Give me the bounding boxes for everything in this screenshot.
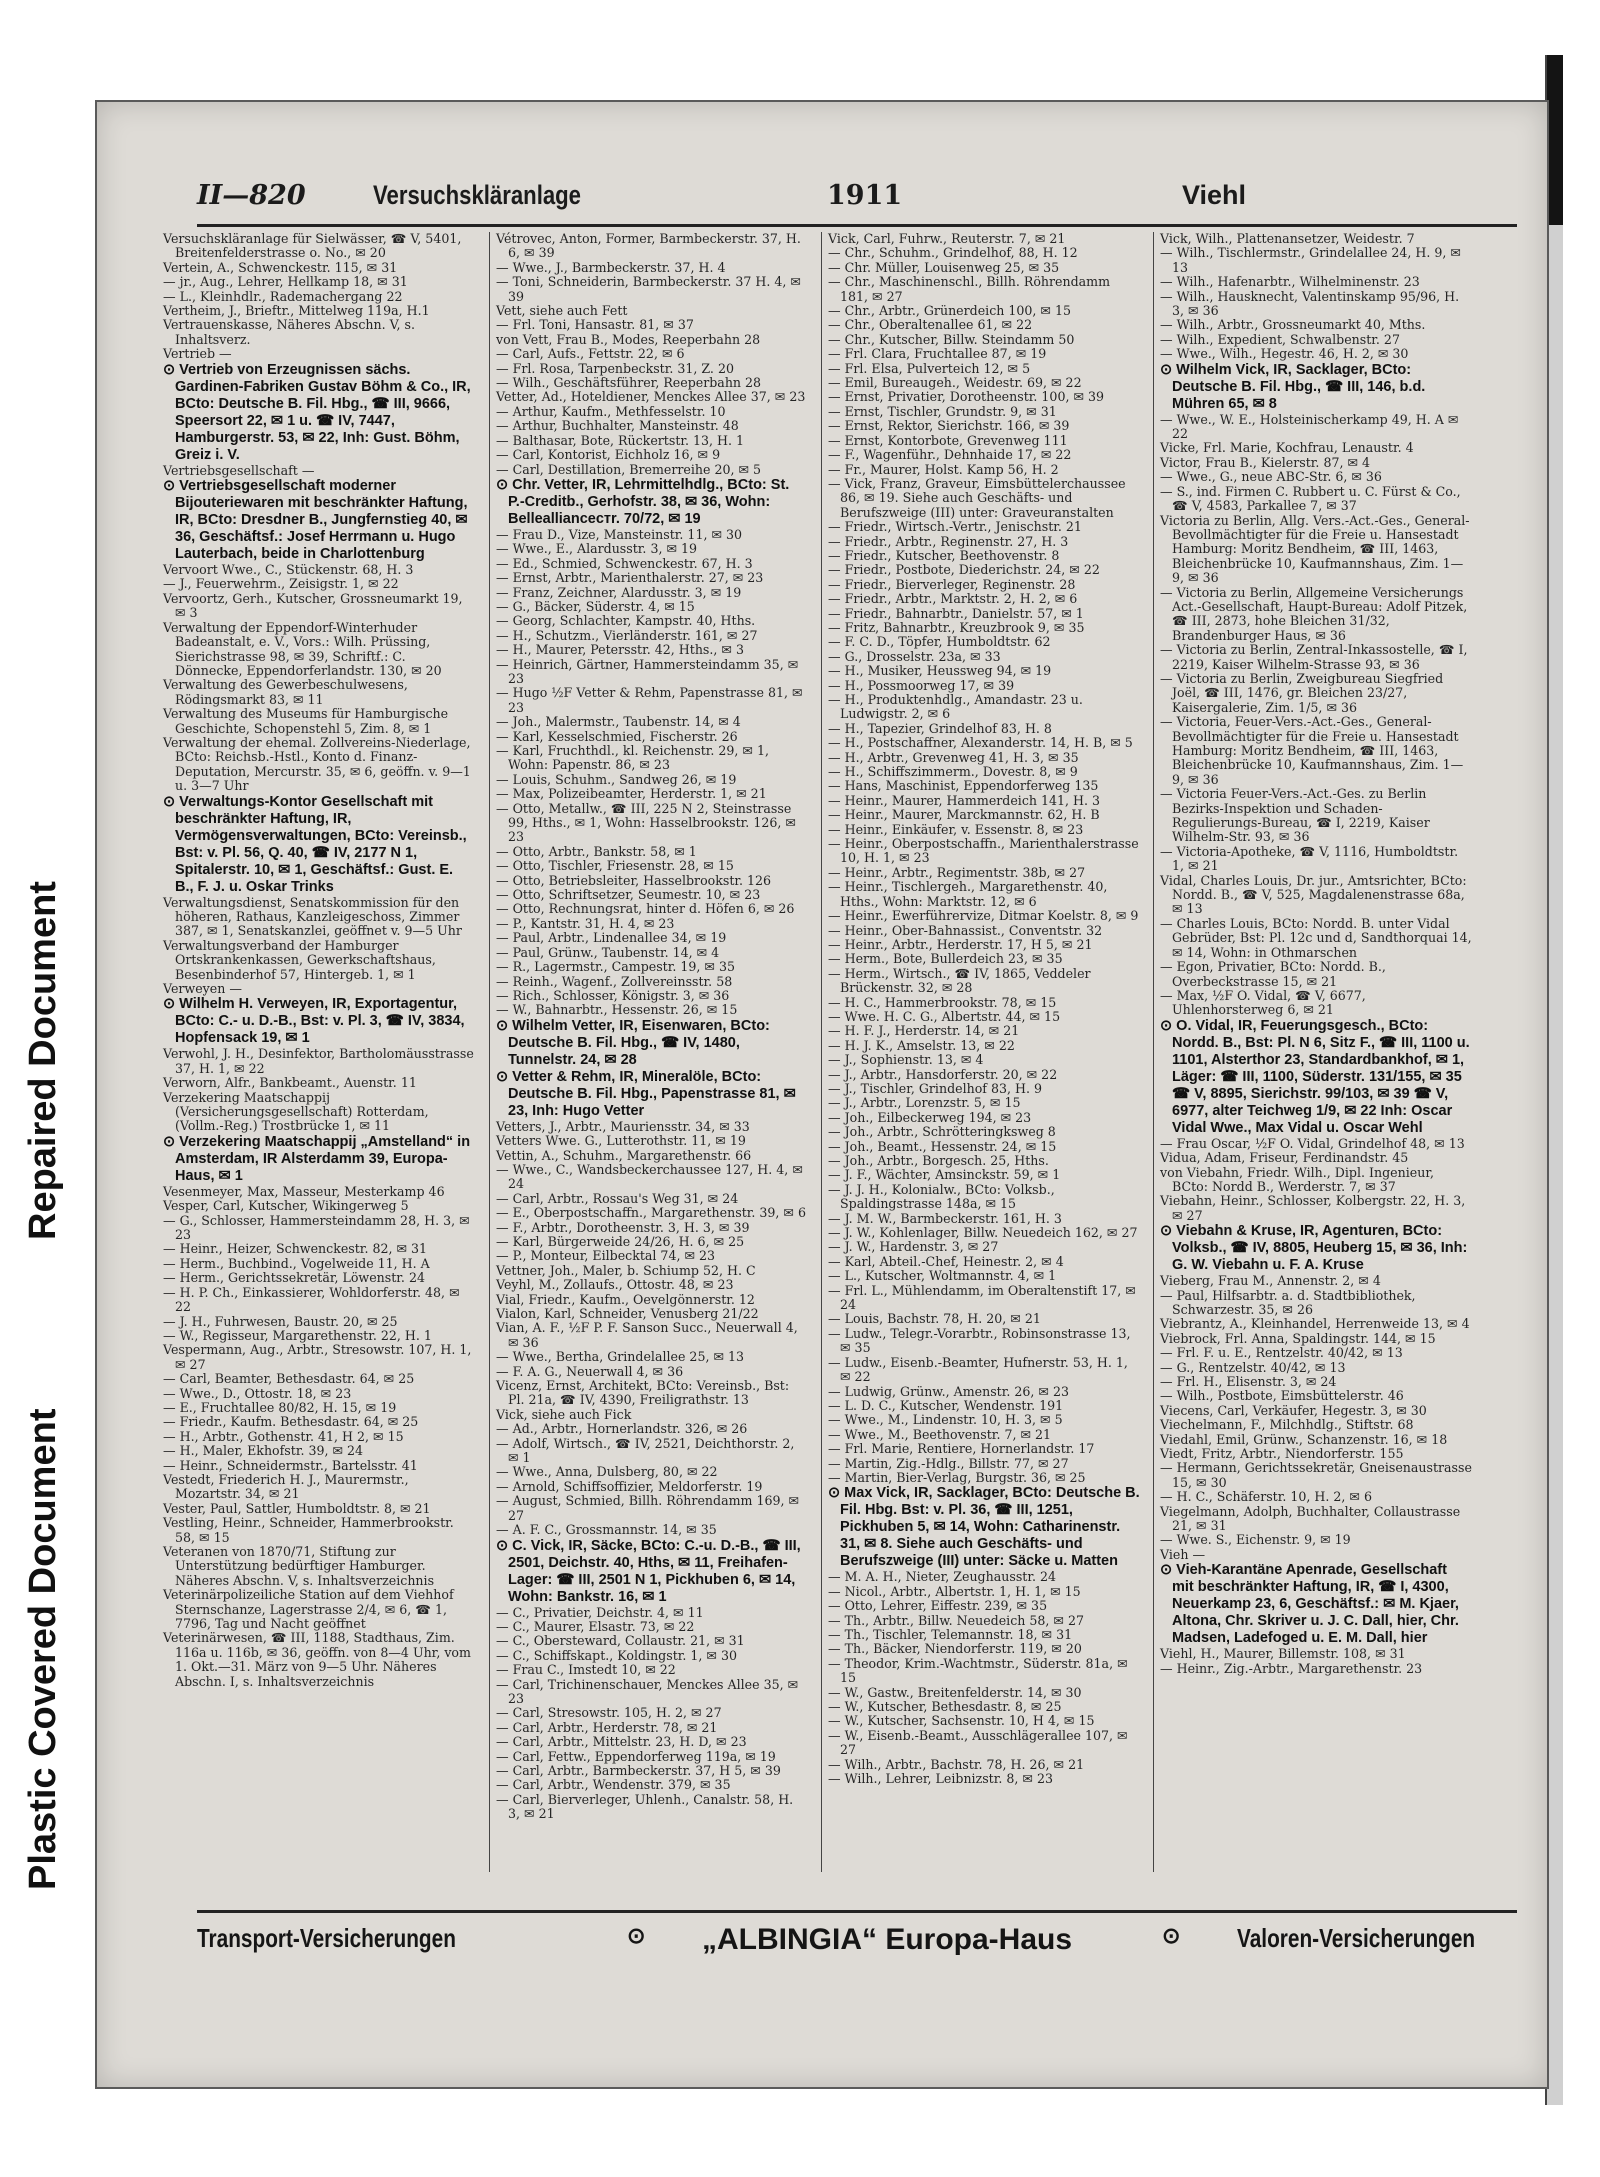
directory-entry: — Carl, Aufs., Fettstr. 22, ✉ 6 bbox=[496, 346, 685, 362]
directory-entry: — Frl. F. u. E., Rentzelstr. 40/42, ✉ 13 bbox=[1160, 1345, 1403, 1361]
directory-entry: — Heinr., Maurer, Marckmannstr. 62, H. B bbox=[828, 807, 1100, 823]
directory-entry: — Carl, Fettw., Eppendorferweg 119a, ✉ 19 bbox=[496, 1748, 776, 1764]
page-number: II—820 bbox=[197, 180, 306, 211]
directory-entry: — H., Postschaffner, Alexanderstr. 14, H. B, ✉ 5 bbox=[828, 735, 1133, 751]
directory-entry: Vertheim, J., Brieftr., Mittelweg 119a, H.1 bbox=[163, 303, 430, 319]
directory-entry: ⊙ Wilhelm Vetter, IR, Eisenwaren, BCto: Deutsche B. Fil. Hbg., ☎ IV, 1480, Tunnelstr. 24, ✉ 28 bbox=[496, 1017, 770, 1068]
directory-entry: — Wilh., Postbote, Eimsbüttelerstr. 46 bbox=[1160, 1388, 1404, 1404]
directory-entry: Veyhl, M., Zollaufs., Ottostr. 48, ✉ 23 bbox=[496, 1277, 734, 1293]
scan-side-margin bbox=[0, 0, 90, 2177]
directory-entry: — C., Maurer, Elsastr. 73, ✉ 22 bbox=[496, 1618, 695, 1634]
directory-entry: ⊙ Wilhelm Vick, IR, Sacklager, BCto: Deutsche B. Fil. Hbg., ☎ III, 146, b.d. Mühren 65, ✉ 8 bbox=[1160, 361, 1426, 412]
directory-entry: — Carl, Arbtr., Barmbeckerstr. 37, H 5, ✉ 39 bbox=[496, 1762, 781, 1778]
directory-entry: — H., Schutzm., Vierländerstr. 161, ✉ 27 bbox=[496, 627, 758, 643]
directory-entry: Verweyen — bbox=[163, 981, 242, 996]
directory-entry: — H. C., Hammerbrookstr. 78, ✉ 15 bbox=[828, 994, 1057, 1010]
directory-entry: — Emil, Bureaugeh., Weidestr. 69, ✉ 22 bbox=[828, 375, 1082, 391]
directory-entry: Vetters Wwe. G., Lutterothstr. 11, ✉ 19 bbox=[496, 1133, 746, 1149]
directory-entry: — Otto, Schriftsetzer, Seumestr. 10, ✉ 23 bbox=[496, 887, 761, 903]
plastic-covered-document-label: Plastic Covered Document bbox=[22, 1408, 64, 1890]
directory-entry: — H. P. Ch., Einkassierer, Wohldorferstr. 48, ✉ 22 bbox=[163, 1284, 460, 1315]
directory-entry: Vétrovec, Anton, Former, Barmbeckerstr. 37, H. 6, ✉ 39 bbox=[496, 232, 801, 261]
directory-entry: — Fr., Maurer, Holst. Kamp 56, H. 2 bbox=[828, 461, 1059, 477]
directory-entry: — Hugo ½F Vetter & Rehm, Papenstrasse 81, ✉ 23 bbox=[496, 685, 803, 715]
entry-column-4 bbox=[1153, 232, 1476, 1872]
footer-center-ad: „ALBINGIA“ Europa-Haus bbox=[702, 1923, 1073, 1956]
directory-entry: — J. M. W., Barmbeckerstr. 161, H. 3 bbox=[828, 1210, 1062, 1226]
directory-entry: Vieberg, Frau M., Annenstr. 2, ✉ 4 bbox=[1160, 1273, 1381, 1289]
directory-entry: — Heinr., Schneidermstr., Bartelsstr. 41 bbox=[163, 1457, 418, 1473]
directory-entry: — Wwe., Anna, Dulsberg, 80, ✉ 22 bbox=[496, 1464, 718, 1480]
advertisement-footer bbox=[197, 1910, 1517, 1973]
directory-entry: Viedahl, Emil, Grünw., Schanzenstr. 16, ✉ 18 bbox=[1160, 1431, 1448, 1447]
directory-entry: Viehl, H., Maurer, Billemstr. 108, ✉ 31 bbox=[1160, 1646, 1406, 1662]
directory-entry: Viebahn, Heinr., Schlosser, Kolbergstr. 22, H. 3, ✉ 27 bbox=[1160, 1193, 1466, 1223]
directory-entry: — H., Musiker, Heussweg 94, ✉ 19 bbox=[828, 663, 1052, 679]
directory-entry: — H. J. K., Amselstr. 13, ✉ 22 bbox=[828, 1037, 1015, 1053]
directory-entry: Vettner, Joh., Maler, b. Schiump 52, H. C bbox=[496, 1262, 756, 1278]
directory-entry: — Friedr., Bahnarbtr., Danielstr. 57, ✉ 1 bbox=[828, 605, 1084, 621]
directory-entry: — Carl, Kontorist, Eichholz 16, ✉ 9 bbox=[496, 447, 721, 463]
directory-entry: — J. J. H., Kolonialw., BCto: Volksb., Spaldingstrasse 148a, ✉ 15 bbox=[828, 1181, 1055, 1212]
directory-entry: — Wilh., Hafenarbtr., Wilhelminenstr. 23 bbox=[1160, 274, 1420, 290]
directory-entry: — Frau Oscar, ½F O. Vidal, Grindelhof 48, ✉ 13 bbox=[1160, 1135, 1465, 1151]
directory-entry: Vick, Wilh., Plattenansetzer, Weidestr. 7 bbox=[1160, 232, 1415, 246]
directory-entry: Viecens, Carl, Verkäufer, Hegestr. 3, ✉ 30 bbox=[1160, 1402, 1427, 1418]
directory-entry: — Adolf, Wirtsch., ☎ IV, 2521, Deichthorstr. 2, ✉ 1 bbox=[496, 1435, 795, 1466]
directory-entry: — Karl, Abteil.-Chef, Heinestr. 2, ✉ 4 bbox=[828, 1253, 1064, 1269]
directory-entry: — Heinr., Ober-Bahnassist., Conventstr. 32 bbox=[828, 922, 1103, 938]
directory-entry: — Th., Arbtr., Billw. Neuedeich 58, ✉ 27 bbox=[828, 1612, 1084, 1628]
directory-entry: — W., Bahnarbtr., Hessenstr. 26, ✉ 15 bbox=[496, 1002, 738, 1018]
directory-entry: — S., ind. Firmen C. Rubbert u. C. Fürst & Co., ☎ V, 4583, Parkallee 7, ✉ 37 bbox=[1160, 483, 1461, 514]
directory-entry: Vespermann, Aug., Arbtr., Stresowstr. 107, H. 1, ✉ 27 bbox=[163, 1342, 472, 1372]
directory-entry: — Arnold, Schiffsoffizier, Meldorferstr. 19 bbox=[496, 1478, 763, 1494]
directory-entry: — Karl, Bürgerweide 24/26, H. 6, ✉ 25 bbox=[496, 1233, 745, 1249]
footer-separator-circle-icon: ⊙ bbox=[627, 1923, 646, 1948]
directory-entry: — Martin, Zig.-Hdlg., Billstr. 77, ✉ 27 bbox=[828, 1455, 1069, 1471]
directory-entry: — Wwe. H. C. G., Albertstr. 44, ✉ 15 bbox=[828, 1008, 1061, 1024]
directory-entry: — Carl, Arbtr., Rossau's Weg 31, ✉ 24 bbox=[496, 1190, 739, 1206]
directory-entry: — W., Gastw., Breitenfelderstr. 14, ✉ 30 bbox=[828, 1684, 1082, 1700]
directory-entry: — Frl. Marie, Rentiere, Hornerlandstr. 17 bbox=[828, 1441, 1095, 1457]
directory-entry: — J. F., Wächter, Amsinckstr. 59, ✉ 1 bbox=[828, 1167, 1061, 1183]
directory-entry: — Frl. L., Mühlendamm, im Oberaltenstift 17, ✉ 24 bbox=[828, 1282, 1136, 1313]
directory-entry: Vestling, Heinr., Schneider, Hammerbrookstr. 58, ✉ 15 bbox=[163, 1515, 454, 1545]
directory-entry: — Frau D., Vize, Mansteinstr. 11, ✉ 30 bbox=[496, 526, 743, 542]
directory-entry: — August, Schmied, Billh. Röhrendamm 169, ✉ 27 bbox=[496, 1493, 800, 1523]
directory-entry: Vettin, A., Schuhm., Margarethenstr. 66 bbox=[496, 1147, 752, 1163]
directory-entry: — Nicol., Arbtr., Albertstr. 1, H. 1, ✉ 15 bbox=[828, 1583, 1081, 1599]
directory-entry: — Heinrich, Gärtner, Hammersteindamm 35, ✉ 23 bbox=[496, 656, 799, 686]
directory-entry: Vicke, Frl. Marie, Kochfrau, Lenaustr. 4 bbox=[1160, 440, 1414, 456]
directory-entry: — Hermann, Gerichtssekretär, Gneisenaustrasse 15, ✉ 30 bbox=[1160, 1460, 1472, 1490]
directory-entry: Viechelmann, F., Milchhdlg., Stiftstr. 68 bbox=[1160, 1417, 1414, 1433]
directory-entry: — Paul, Hilfsarbtr. a. d. Stadtbibliothek, Schwarzestr. 35, ✉ 26 bbox=[1160, 1287, 1416, 1317]
directory-entry: — Otto, Lehrer, Eiffestr. 239, ✉ 35 bbox=[828, 1598, 1048, 1614]
directory-entry: — W., Kutscher, Bethesdastr. 8, ✉ 25 bbox=[828, 1699, 1062, 1714]
directory-entry: ⊙ Chr. Vetter, IR, Lehrmittelhdlg., BCto: St. P.-Creditb., Gerhofstr. 38, ✉ 36, Wohn: Belleallianceстr. 70/72, ✉ 19 bbox=[496, 476, 790, 527]
directory-entry: — Friedr., Postbote, Diederichstr. 24, ✉ 22 bbox=[828, 562, 1100, 578]
entry-column-1 bbox=[157, 232, 479, 1872]
directory-entry: — Wilh., Geschäftsführer, Reeperbahn 28 bbox=[496, 375, 762, 391]
directory-entry: — Karl, Fruchthdl., kl. Reichenstr. 29, ✉ 1, Wohn: Papenstr. 86, ✉ 23 bbox=[496, 743, 769, 773]
directory-entry: — H., Possmoorweg 17, ✉ 39 bbox=[828, 677, 1015, 693]
directory-entry: ⊙ Vertriebsgesellschaft moderner Bijouteriewaren mit beschränkter Haftung, IR, BCto: Dresdner B., Jungfernstieg 40, ✉ 36, Geschäftsf.: Josef Herrmann u. Hugo Lauterbach, beide in Charlottenburg bbox=[163, 478, 468, 563]
directory-entry: — R., Lagermstr., Campestr. 19, ✉ 35 bbox=[496, 959, 735, 975]
directory-entry: Vicenz, Ernst, Architekt, BCto: Vereinsb., Bst: Pl. 21a, ☎ IV, 4390, Freiligrathstr. 13 bbox=[496, 1378, 790, 1408]
directory-entry: — Charles Louis, BCto: Nordd. B. unter Vidal Gebrüder, Bst: Pl. 12c und d, Sandthorquai 14, ✉ 14, Wohn: in Othmarschen bbox=[1160, 915, 1472, 960]
directory-entry: Vett, siehe auch Fett bbox=[496, 303, 628, 319]
directory-entry: — Ernst, Tischler, Grundstr. 9, ✉ 31 bbox=[828, 403, 1057, 419]
directory-entry: — Egon, Privatier, BCto: Nordd. B., Overbeckstrasse 15, ✉ 21 bbox=[1160, 959, 1386, 989]
repaired-document-label: Repaired Document bbox=[22, 881, 64, 1240]
directory-entry: Victoria zu Berlin, Allg. Vers.-Act.-Ges., General-Bevollmächtigter für die Freie u. Hansestadt Hamburg: Moritz Bendheim, ☎ III, 1463, Bleichenbrücke 10, Kaufmannshaus, Zim. 1—9, ✉ 36 bbox=[1160, 512, 1470, 586]
directory-entry: — Reinh., Wagenf., Zollvereinsstr. 58 bbox=[496, 973, 733, 989]
directory-entry: — jr., Aug., Lehrer, Hellkamp 18, ✉ 31 bbox=[163, 274, 408, 290]
directory-entry: — G., Bäcker, Süderstr. 4, ✉ 15 bbox=[496, 598, 695, 614]
directory-entry: — Carl, Arbtr., Herderstr. 78, ✉ 21 bbox=[496, 1719, 718, 1735]
directory-entry: Veterinärwesen, ☎ III, 1188, Stadthaus, Zim. 116a u. 116b, ✉ 36, geöffn. von 8—4 Uhr, vom 1. Okt.—31. März von 9—5 Uhr. Näheres Abschn. I, s. Inhaltsverzeichnis bbox=[163, 1630, 471, 1689]
directory-entry: Vesper, Carl, Kutscher, Wikingerweg 5 bbox=[163, 1198, 409, 1214]
directory-entry: Veterinärpolizeiliche Station auf dem Viehhof Sternschanze, Lagerstrasse 2/4, ✉ 6, ☎ 1, 7796, Tag und Nacht geöffnet bbox=[163, 1587, 454, 1632]
directory-entry: — J. W., Kohlenlager, Billw. Neuedeich 162, ✉ 27 bbox=[828, 1225, 1138, 1241]
directory-entry: Verwaltung des Gewerbeschulwesens, Rödingsmarkt 83, ✉ 11 bbox=[163, 677, 408, 707]
directory-entry: — Chr., Maschinenschl., Billh. Röhrendamm 181, ✉ 27 bbox=[828, 274, 1111, 304]
directory-entry: — E., Oberpostschaffn., Margarethenstr. 39, ✉ 6 bbox=[496, 1205, 806, 1221]
directory-entry: — Carl, Arbtr., Mittelstr. 23, H. D, ✉ 23 bbox=[496, 1734, 747, 1750]
directory-entry: — Louis, Bachstr. 78, H. 20, ✉ 21 bbox=[828, 1311, 1041, 1327]
directory-entry: Vertrauenskasse, Näheres Abschn. V, s. Inhaltsverz. bbox=[163, 317, 415, 347]
directory-entry: ⊙ Verzekering Maatschappij „Amstelland“ in Amsterdam, IR Alsterdamm 39, Europa-Haus, ✉ 1 bbox=[163, 1133, 471, 1184]
directory-entry: — Frl. Rosa, Tarpenbeckstr. 31, Z. 20 bbox=[496, 360, 734, 376]
directory-entry: Verwohl, J. H., Desinfektor, Bartholomäusstrasse 37, H. 1, ✉ 22 bbox=[163, 1046, 474, 1076]
directory-entry: Vesenmeyer, Max, Masseur, Mesterkamp 46 bbox=[163, 1183, 445, 1199]
directory-entry: — Heinr., Heizer, Schwenckestr. 82, ✉ 31 bbox=[163, 1241, 428, 1257]
directory-entry: von Viebahn, Friedr. Wilh., Dipl. Ingenieur, BCto: Nordd B., Werderstr. 7, ✉ 37 bbox=[1160, 1164, 1434, 1194]
directory-entry: — Heinr., Zig.-Arbtr., Margarethenstr. 23 bbox=[1160, 1660, 1423, 1676]
directory-entry: — F., Arbtr., Dorotheenstr. 3, H. 3, ✉ 39 bbox=[496, 1219, 750, 1235]
directory-entry: — Georg, Schlachter, Kampstr. 40, Hths. bbox=[496, 613, 756, 629]
directory-entry: ⊙ Vieh-Karantäne Apenrade, Gesellschaft mit beschränkter Haftung, IR, ☎ I, 4300, Neuerkamp 23, 6, Geschäftsf.: ✉ M. Kjaer, Altona, Chr. Skriver u. J. C. Dall, hier, Chr. Madsen, Ladefoged u. E. M. Dall, hier bbox=[1160, 1562, 1459, 1647]
page-year: 1911 bbox=[827, 180, 903, 211]
directory-entry: — J., Arbtr., Lorenzstr. 5, ✉ 15 bbox=[828, 1095, 1021, 1111]
directory-entry: Vetter, Ad., Hoteldiener, Menckes Allee 37, ✉ 23 bbox=[496, 389, 806, 405]
directory-entry: Verworn, Alfr., Bankbeamt., Auenstr. 11 bbox=[163, 1075, 417, 1091]
directory-entry: Vian, A. F., ½F P. F. Sanson Succ., Neuerwall 4, ✉ 36 bbox=[496, 1320, 798, 1350]
directory-entry: — C., Schiffskapt., Koldingstr. 1, ✉ 30 bbox=[496, 1647, 738, 1663]
directory-entry: — Toni, Schneiderin, Barmbeckerstr. 37 H. 4, ✉ 39 bbox=[496, 274, 801, 304]
directory-entry: Viedt, Fritz, Arbtr., Niendorferstr. 155 bbox=[1160, 1446, 1404, 1462]
directory-entry: — J., Sophienstr. 13, ✉ 4 bbox=[828, 1052, 984, 1068]
directory-entry: — Wwe., E., Alardusstr. 3, ✉ 19 bbox=[496, 541, 698, 557]
directory-entry: — Vick, Franz, Graveur, Eimsbüttelerchaussee 86, ✉ 19. Siehe auch Geschäfts- und Berufszweige (III) unter: Graveuranstalten bbox=[828, 475, 1126, 520]
directory-entry: — C., Privatier, Deichstr. 4, ✉ 11 bbox=[496, 1604, 704, 1620]
directory-entry: Vester, Paul, Sattler, Humboldtstr. 8, ✉ 21 bbox=[163, 1500, 431, 1516]
directory-entry: — Wwe., C., Wandsbeckerchaussee 127, H. 4, ✉ 24 bbox=[496, 1161, 803, 1192]
directory-entry: — Ludw., Eisenb.-Beamter, Hufnerstr. 53, H. 1, ✉ 22 bbox=[828, 1354, 1128, 1385]
directory-entry: — J. W., Hardenstr. 3, ✉ 27 bbox=[828, 1239, 999, 1255]
directory-entry: — Heinr., Einkäufer, v. Essenstr. 8, ✉ 23 bbox=[828, 821, 1084, 837]
directory-entry: — L. D. C., Kutscher, Wendenstr. 191 bbox=[828, 1397, 1064, 1413]
directory-entry: — H. C., Schäferstr. 10, H. 2, ✉ 6 bbox=[1160, 1489, 1372, 1505]
directory-entry: — Victoria-Apotheke, ☎ V, 1116, Humboldtstr. 1, ✉ 21 bbox=[1160, 843, 1459, 874]
directory-entry: — Wilh., Arbtr., Grossneumarkt 40, Mths. bbox=[1160, 317, 1426, 333]
directory-entry: — Ed., Schmied, Schwenckestr. 67, H. 3 bbox=[496, 555, 753, 571]
directory-entry: — Wilh., Expedient, Schwalbenstr. 27 bbox=[1160, 331, 1400, 347]
directory-entry: — G., Rentzelstr. 40/42, ✉ 13 bbox=[1160, 1359, 1346, 1375]
directory-entry: — Herm., Bote, Bullerdeich 23, ✉ 35 bbox=[828, 951, 1063, 967]
directory-entry: Vidal, Charles Louis, Dr. jur., Amtsrichter, BCto: Nordd. B., ☎ V, 525, Magdalenenstrasse 68a, ✉ 13 bbox=[1160, 872, 1467, 917]
directory-entry: Vialon, Karl, Schneider, Venusberg 21/22 bbox=[496, 1306, 759, 1321]
directory-entry: — F. A. G., Neuerwall 4, ✉ 36 bbox=[496, 1363, 684, 1379]
directory-entry: — Heinr., Arbtr., Regimentstr. 38b, ✉ 27 bbox=[828, 864, 1086, 880]
directory-entry: — Wwe., M., Lindenstr. 10, H. 3, ✉ 5 bbox=[828, 1412, 1063, 1428]
directory-entry: — J. H., Fuhrwesen, Baustr. 20, ✉ 25 bbox=[163, 1313, 398, 1329]
directory-entry: Vick, siehe auch Fick bbox=[496, 1406, 632, 1422]
directory-entry: — Wwe., M., Beethovenstr. 7, ✉ 21 bbox=[828, 1426, 1052, 1442]
directory-entry: — Joh., Eilbeckerweg 194, ✉ 23 bbox=[828, 1109, 1032, 1125]
directory-page bbox=[95, 100, 1549, 2089]
directory-entry: — Joh., Malermstr., Taubenstr. 14, ✉ 4 bbox=[496, 714, 741, 730]
directory-entry: — L., Kleinhdlr., Rademachergang 22 bbox=[163, 288, 403, 304]
directory-entry: ⊙ C. Vick, IR, Säcke, BCto: C.-u. D.-B., ☎ III, 2501, Deichstr. 40, Hths, ✉ 11, Freihafen-Lager: ☎ III, 2501 N 1, Pickhuben 6, ✉ 14, Wohn: Bankstr. 16, ✉ 1 bbox=[496, 1537, 801, 1605]
directory-entry: — G., Drosselstr. 23a, ✉ 33 bbox=[828, 648, 1001, 664]
directory-entry: ⊙ Verwaltungs-Kontor Gesellschaft mit beschränkter Haftung, IR, Vermögensverwaltungen, BCto: Vereinsb., Bst: v. Pl. 56, Q. 40, ☎ IV, 2177 N 1, Spitalerstr. 10, ✉ 1, Geschäftsf.: Gust. E. B., F. J. u. Oskar Trinks bbox=[163, 793, 467, 895]
directory-entry: Vertrieb — bbox=[163, 346, 232, 362]
directory-entry: — H., Produktenhdlg., Amandastr. 23 u. Ludwigstr. 2, ✉ 6 bbox=[828, 692, 1083, 722]
directory-entry: — Wwe., W. E., Holsteinischerkamp 49, H. A ✉ 22 bbox=[1160, 411, 1459, 442]
directory-entry: — Karl, Kesselschmied, Fischerstr. 26 bbox=[496, 728, 738, 744]
footer-separator-circle-icon: ⊙ bbox=[1162, 1923, 1181, 1948]
directory-entry: Versuchskläranlage für Sielwässer, ☎ V, 5401, Breitenfelderstrasse o. No., ✉ 20 bbox=[163, 232, 462, 261]
directory-entry: — Joh., Beamt., Hessenstr. 24, ✉ 15 bbox=[828, 1138, 1057, 1154]
directory-entry: — Herm., Gerichtssekretär, Löwenstr. 24 bbox=[163, 1270, 425, 1286]
directory-entry: — Chr., Schuhm., Grindelhof, 88, H. 12 bbox=[828, 245, 1078, 261]
directory-entry: — J., Feuerwehrm., Zeisigstr. 1, ✉ 22 bbox=[163, 576, 399, 592]
page-header bbox=[197, 180, 1517, 227]
last-entry-keyword: Viehl bbox=[1182, 180, 1247, 210]
directory-entry: ⊙ O. Vidal, IR, Feuerungsgesch., BCto: Nordd. B., Bst: Pl. N 6, Sitz F., ☎ III, 1100 u. 1101, Alsterthor 23, Standardbankhof, ✉ 1, Läger: ☎ III, 1100, Süderstr. 131/155, ✉ 35 ☎ V, 8895, Sierichstr. 99/103, ✉ 39 ☎ V, 6977, alter Teichweg 1/9, ✉ 22 Inh: Oscar Vidal Wwe., Max Vidal u. Oscar Wehl bbox=[1160, 1017, 1470, 1136]
directory-entry: — F., Wagenführ., Dehnhaide 17, ✉ 22 bbox=[828, 447, 1072, 463]
directory-entry: Verwaltungsverband der Hamburger Ortskrankenkassen, Gewerkschaftshaus, Besenbinderhof 57, Hintergeb. 1, ✉ 1 bbox=[163, 937, 436, 982]
directory-entry: — Heinr., Ewerführervize, Ditmar Koelstr. 8, ✉ 9 bbox=[828, 908, 1139, 924]
directory-entry: — Louis, Schuhm., Sandweg 26, ✉ 19 bbox=[496, 771, 737, 787]
directory-entry: — H., Arbtr., Grevenweg 41, H. 3, ✉ 35 bbox=[828, 749, 1079, 765]
directory-entry: — Friedr., Arbtr., Reginenstr. 27, H. 3 bbox=[828, 533, 1069, 549]
directory-entry: — Ernst, Kontorbote, Grevenweg 111 bbox=[828, 432, 1068, 448]
directory-entry: Verwaltung der ehemal. Zollvereins-Niederlage, BCto: Reichsb.-Hstl., Konto d. Finanz-Deputation, Mercurstr. 35, ✉ 6, geöffn. v. 9—1 u. 3—7 Uhr bbox=[163, 734, 471, 794]
directory-entry: — H., Tapezier, Grindelhof 83, H. 8 bbox=[828, 720, 1052, 736]
directory-entry: Vidua, Adam, Friseur, Ferdinandstr. 45 bbox=[1160, 1150, 1409, 1166]
directory-entry: — Carl, Destillation, Bremerreihe 20, ✉ 5 bbox=[496, 461, 762, 477]
directory-entry: ⊙ Vertrieb von Erzeugnissen sächs. Gardinen-Fabriken Gustav Böhm & Co., IR, BCto: Deutsche B. Fil. Hbg., ☎ III, 9666, Speersort 22, ✉ 1 u. ☎ IV, 7447, Hamburgerstr. 53, ✉ 22, Inh: Gust. Böhm, Greiz i. V. bbox=[163, 361, 471, 463]
directory-entry: — Balthasar, Bote, Rückertstr. 13, H. 1 bbox=[496, 432, 745, 448]
directory-entry: — Wwe., G., neue ABC-Str. 6, ✉ 36 bbox=[1160, 469, 1382, 485]
directory-entry: — Franz, Zeichner, Alardusstr. 3, ✉ 19 bbox=[496, 584, 742, 600]
directory-entry: — W., Regisseur, Margarethenstr. 22, H. 1 bbox=[163, 1327, 432, 1343]
directory-entry: Vervoort Wwe., C., Stückenstr. 68, H. 3 bbox=[163, 562, 414, 578]
directory-entry: — Heinr., Oberpostschaffn., Marienthalerstrasse 10, H. 1, ✉ 23 bbox=[828, 836, 1139, 866]
directory-entry: — H., Maler, Ekhofstr. 39, ✉ 24 bbox=[163, 1443, 364, 1459]
directory-entry: — Otto, Betriebsleiter, Hasselbrookstr. 126 bbox=[496, 872, 772, 888]
directory-entry: — W., Eisenb.-Beamt., Ausschlägerallee 107, ✉ 27 bbox=[828, 1727, 1128, 1758]
directory-entry: ⊙ Wilhelm H. Verweyen, IR, Exportagentur, BCto: C.- u. D.-B., Bst: v. Pl. 3, ☎ IV, 3834, Hopfensack 19, ✉ 1 bbox=[163, 996, 465, 1047]
directory-entry: — Heinr., Maurer, Hammerdeich 141, H. 3 bbox=[828, 792, 1101, 808]
directory-entry: — Fritz, Bahnarbtr., Kreuzbrook 9, ✉ 35 bbox=[828, 619, 1085, 635]
directory-entry: — Arthur, Kaufm., Methfesselstr. 10 bbox=[496, 403, 726, 419]
directory-entry: — Victoria, Feuer-Vers.-Act.-Ges., General-Bevollmächtigter für die Freie u. Hansestadt Hamburg: Moritz Bendheim, ☎ III, 1463, Bleichenbrücke 10, Kaufmannshaus, Zim. 1—9, ✉ 36 bbox=[1160, 714, 1464, 787]
directory-entry: — Wwe., D., Ottostr. 18, ✉ 23 bbox=[163, 1385, 352, 1401]
directory-entry: — Victoria zu Berlin, Allgemeine Versicherungs Act.-Gesellschaft, Haupt-Bureau: Adolf Pitzek, ☎ III, 2873, hohe Bleichen 31/32, Brandenburger Haus, ✉ 36 bbox=[1160, 584, 1468, 643]
directory-entry: — J., Arbtr., Hansdorferstr. 20, ✉ 22 bbox=[828, 1066, 1058, 1082]
directory-entry: — Carl, Beamter, Bethesdastr. 64, ✉ 25 bbox=[163, 1371, 415, 1387]
directory-entry: — A. F. C., Grossmannstr. 14, ✉ 35 bbox=[496, 1522, 717, 1538]
directory-entry: — Wwe., Wilh., Hegestr. 46, H. 2, ✉ 30 bbox=[1160, 346, 1409, 362]
directory-entry: — Herm., Wirtsch., ☎ IV, 1865, Veddeler Brückenstr. 32, ✉ 28 bbox=[828, 965, 1091, 996]
directory-entry: — Wilh., Arbtr., Bachstr. 78, H. 26, ✉ 21 bbox=[828, 1756, 1085, 1772]
directory-entry: — Wwe. S., Eichenstr. 9, ✉ 19 bbox=[1160, 1532, 1351, 1548]
directory-entry: — P., Monteur, Eilbecktal 74, ✉ 23 bbox=[496, 1248, 716, 1264]
directory-entry: — Wwe., Bertha, Grindelallee 25, ✉ 13 bbox=[496, 1349, 745, 1365]
entry-column-3 bbox=[821, 232, 1144, 1872]
directory-entry: — C., Obersteward, Collaustr. 21, ✉ 31 bbox=[496, 1633, 745, 1649]
directory-entry: Vick, Carl, Fuhrw., Reuterstr. 7, ✉ 21 bbox=[828, 232, 1066, 246]
directory-entry: — Heinr., Arbtr., Herderstr. 17, H 5, ✉ 21 bbox=[828, 936, 1093, 952]
directory-entry: — H., Schiffszimmerm., Dovestr. 8, ✉ 9 bbox=[828, 764, 1078, 780]
directory-entry: — H. F. J., Herderstr. 14, ✉ 21 bbox=[828, 1023, 1020, 1039]
directory-entry: — Joh., Arbtr., Borgesch. 25, Hths. bbox=[828, 1153, 1049, 1168]
directory-entry: Vertein, A., Schwenckestr. 115, ✉ 31 bbox=[163, 259, 398, 275]
directory-entry: — P., Kantstr. 31, H. 4, ✉ 23 bbox=[496, 915, 675, 931]
directory-entry: — Ludwig, Grünw., Amenstr. 26, ✉ 23 bbox=[828, 1383, 1069, 1399]
directory-entry: — Otto, Rechnungsrat, hinter d. Höfen 6, ✉ 26 bbox=[496, 901, 795, 917]
directory-entry: — Ernst, Arbtr., Marienthalerstr. 27, ✉ 23 bbox=[496, 570, 764, 586]
directory-entry: — Frau C., Imstedt 10, ✉ 22 bbox=[496, 1662, 676, 1678]
directory-entry: — Max, Polizeibeamter, Herderstr. 1, ✉ 21 bbox=[496, 786, 767, 802]
directory-entry: — Rich., Schlosser, Königstr. 3, ✉ 36 bbox=[496, 987, 730, 1003]
footer-left-ad: Transport-Versicherungen bbox=[197, 1923, 456, 1953]
directory-entry: — Hans, Maschinist, Eppendorferweg 135 bbox=[828, 778, 1099, 794]
directory-entry: — J., Tischler, Grindelhof 83, H. 9 bbox=[828, 1080, 1043, 1096]
directory-entry: — Martin, Bier-Verlag, Burgstr. 36, ✉ 25 bbox=[828, 1469, 1086, 1485]
directory-entry: — G., Schlosser, Hammersteindamm 28, H. 3, ✉ 23 bbox=[163, 1212, 470, 1243]
directory-entry: — Frl. Elsa, Pulverteich 12, ✉ 5 bbox=[828, 360, 1031, 376]
directory-entry: — M. A. H., Nieter, Zeughausstr. 24 bbox=[828, 1569, 1057, 1585]
directory-entry: — Ernst, Rektor, Sierichstr. 166, ✉ 39 bbox=[828, 418, 1070, 434]
entry-column-2 bbox=[489, 232, 812, 1872]
directory-entry: — E., Fruchtallee 80/82, H. 15, ✉ 19 bbox=[163, 1399, 397, 1415]
directory-entry: ⊙ Vetter & Rehm, IR, Mineralöle, BCto: Deutsche B. Fil. Hbg., Papenstrasse 81, ✉ 23, Inh: Hugo Vetter bbox=[496, 1068, 796, 1119]
directory-entry: Viebrantz, A., Kleinhandel, Herrenweide 13, ✉ 4 bbox=[1160, 1316, 1470, 1332]
directory-entry: — H., Arbtr., Gothenstr. 41, H 2, ✉ 15 bbox=[163, 1428, 404, 1444]
entry-columns bbox=[157, 232, 1507, 1872]
directory-entry: Vervoortz, Gerh., Kutscher, Grossneumarkt 19, ✉ 3 bbox=[163, 590, 463, 621]
directory-entry: — Friedr., Kutscher, Beethovenstr. 8 bbox=[828, 547, 1060, 563]
directory-entry: — Frl. Toni, Hansastr. 81, ✉ 37 bbox=[496, 317, 694, 333]
directory-entry: — Ernst, Privatier, Dorotheenstr. 100, ✉ 39 bbox=[828, 389, 1105, 405]
directory-entry: — L., Kutscher, Woltmannstr. 4, ✉ 1 bbox=[828, 1268, 1057, 1284]
directory-entry: — Victoria zu Berlin, Zweigbureau Siegfried Joël, ☎ III, 1476, gr. Bleichen 23/27, Kaisergalerie, Zim. 1/5, ✉ 36 bbox=[1160, 670, 1444, 715]
directory-entry: — Victoria zu Berlin, Zentral-Inkassostelle, ☎ I, 2219, Kaiser Wilhelm-Strasse 93, ✉ 36 bbox=[1160, 642, 1468, 672]
footer-right-ad: Valoren-Versicherungen bbox=[1237, 1923, 1476, 1953]
directory-entry: — Paul, Grünw., Taubenstr. 14, ✉ 4 bbox=[496, 944, 720, 960]
directory-entry: von Vett, Frau B., Modes, Reeperbahn 28 bbox=[496, 331, 761, 347]
directory-entry: Verzekering Maatschappij (Versicherungsgesellschaft) Rotterdam, (Vollm.-Reg.) Trostbrücke 1, ✉ 11 bbox=[163, 1089, 429, 1134]
directory-entry: Viebrock, Frl. Anna, Spaldingstr. 144, ✉ 15 bbox=[1160, 1330, 1436, 1346]
directory-entry: Viegelmann, Adolph, Buchhalter, Collaustrasse 21, ✉ 31 bbox=[1160, 1503, 1461, 1534]
directory-entry: — Th., Bäcker, Niendorferstr. 119, ✉ 20 bbox=[828, 1641, 1082, 1657]
directory-entry: — Wilh., Tischlermstr., Grindelallee 24, H. 9, ✉ 13 bbox=[1160, 245, 1461, 275]
directory-entry: Vieh — bbox=[1160, 1546, 1206, 1562]
directory-entry: — Chr. Müller, Louisenweg 25, ✉ 35 bbox=[828, 259, 1060, 275]
directory-entry: ⊙ Viebahn & Kruse, IR, Agenturen, BCto: Volksb., ☎ IV, 8805, Heuberg 15, ✉ 36, Inh: G. W. Viebahn u. F. A. Kruse bbox=[1160, 1223, 1468, 1274]
directory-entry: — Otto, Tischler, Friesenstr. 28, ✉ 15 bbox=[496, 858, 734, 874]
directory-entry: Veteranen von 1870/71, Stiftung zur Unterstützung bedürftiger Hamburger. Näheres Abschn. V, s. Inhaltsverzeichnis bbox=[163, 1544, 435, 1588]
directory-entry: — F. C. D., Töpfer, Humboldtstr. 62 bbox=[828, 634, 1051, 650]
directory-entry: Vertriebsgesellschaft — bbox=[163, 462, 315, 478]
directory-entry: Verwaltung des Museums für Hamburgische Geschichte, Schopenstehl 5, Zim. 8, ✉ 1 bbox=[163, 706, 449, 736]
directory-entry: — Chr., Oberaltenallee 61, ✉ 22 bbox=[828, 317, 1033, 333]
directory-entry: — Carl, Arbtr., Wendenstr. 379, ✉ 35 bbox=[496, 1777, 731, 1793]
directory-entry: — Th., Tischler, Telemannstr. 18, ✉ 31 bbox=[828, 1626, 1073, 1642]
directory-entry: — Herm., Buchbind., Vogelweide 11, H. A bbox=[163, 1255, 430, 1271]
directory-entry: — W., Kutscher, Sachsenstr. 10, H 4, ✉ 15 bbox=[828, 1713, 1095, 1729]
directory-entry: Verwaltung der Eppendorf-Winterhuder Badeanstalt, e. V., Vors.: Wilh. Prüssing, Sierichstrasse 98, ✉ 39, Schriftf.: C. Dönnecke, Eppendorferlandstr. 130, ✉ 20 bbox=[163, 619, 442, 678]
directory-entry: — Otto, Arbtr., Bankstr. 58, ✉ 1 bbox=[496, 843, 697, 859]
directory-entry: Vial, Friedr., Kaufm., Oevelgönnerstr. 12 bbox=[496, 1291, 755, 1307]
directory-entry: — Carl, Stresowstr. 105, H. 2, ✉ 27 bbox=[496, 1705, 722, 1721]
directory-entry: Vetters, J., Arbtr., Mauriensstr. 34, ✉ 33 bbox=[496, 1118, 750, 1134]
directory-entry: — Carl, Bierverleger, Uhlenh., Canalstr. 58, H. 3, ✉ 21 bbox=[496, 1791, 794, 1822]
directory-entry: — Ad., Arbtr., Hornerlandstr. 326, ✉ 26 bbox=[496, 1421, 748, 1437]
directory-entry: — Friedr., Kaufm. Bethesdastr. 64, ✉ 25 bbox=[163, 1414, 419, 1430]
directory-entry: — Heinr., Tischlergeh., Margarethenstr. 40, Hths., Wohn: Marktstr. 12, ✉ 6 bbox=[828, 879, 1108, 909]
directory-entry: — H., Maurer, Petersstr. 42, Hths., ✉ 3 bbox=[496, 642, 744, 658]
directory-entry: — Wwe., J., Barmbeckerstr. 37, H. 4 bbox=[496, 259, 726, 275]
directory-entry: — Otto, Metallw., ☎ III, 225 N 2, Steinstrasse 99, Hths., ✉ 1, Wohn: Hasselbrookstr. 126, ✉ 23 bbox=[496, 800, 796, 845]
directory-entry: — Friedr., Arbtr., Marktstr. 2, H. 2, ✉ 6 bbox=[828, 591, 1078, 607]
directory-entry: Vestedt, Friederich H. J., Maurermstr., Mozartstr. 34, ✉ 21 bbox=[163, 1471, 409, 1502]
directory-entry: — Chr., Arbtr., Grünerdeich 100, ✉ 15 bbox=[828, 303, 1071, 319]
directory-entry: — Joh., Arbtr., Schrötteringksweg 8 bbox=[828, 1124, 1056, 1140]
directory-entry: Victor, Frau B., Kielerstr. 87, ✉ 4 bbox=[1160, 454, 1371, 470]
directory-entry: — Chr., Kutscher, Billw. Steindamm 50 bbox=[828, 331, 1075, 347]
scan-edge-dark-strip bbox=[1547, 55, 1563, 225]
directory-entry: — Wilh., Lehrer, Leibnizstr. 8, ✉ 23 bbox=[828, 1771, 1053, 1787]
directory-entry: — Ludw., Telegr.-Vorarbtr., Robinsonstrasse 13, ✉ 35 bbox=[828, 1325, 1131, 1356]
directory-entry: — Friedr., Wirtsch.-Vertr., Jenischstr. 21 bbox=[828, 519, 1082, 535]
directory-entry: — Frl. Clara, Fruchtallee 87, ✉ 19 bbox=[828, 346, 1047, 362]
directory-entry: Verwaltungsdienst, Senatskommission für den höheren, Rathaus, Kanzleigeschoss, Zimmer 387, ✉ 1, Senatskanzlei, geöffnet v. 9—5 Uhr bbox=[163, 894, 462, 939]
directory-entry: — Arthur, Buchhalter, Mansteinstr. 48 bbox=[496, 418, 739, 434]
directory-entry: — Max, ½F O. Vidal, ☎ V, 6677, Uhlenhorsterweg 6, ✉ 21 bbox=[1160, 987, 1366, 1018]
directory-entry: — Victoria Feuer-Vers.-Act.-Ges. zu Berlin Bezirks-Inspektion und Schaden-Regulierungs-Bureau, ☎ I, 2219, Kaiser Wilhelm-Str. 93, ✉ 36 bbox=[1160, 786, 1430, 845]
directory-entry: — Carl, Trichinenschauer, Menckes Allee 35, ✉ 23 bbox=[496, 1676, 799, 1706]
directory-entry: — Wilh., Hausknecht, Valentinskamp 95/96, H. 3, ✉ 36 bbox=[1160, 288, 1460, 319]
running-title: Versuchskläranlage bbox=[373, 180, 581, 210]
directory-entry: — Friedr., Bierverleger, Reginenstr. 28 bbox=[828, 576, 1076, 592]
directory-entry: — Theodor, Krim.-Wachtmstr., Süderstr. 81a, ✉ 15 bbox=[828, 1655, 1128, 1686]
directory-entry: — Paul, Arbtr., Lindenallee 34, ✉ 19 bbox=[496, 930, 727, 946]
directory-entry: ⊙ Max Vick, IR, Sacklager, BCto: Deutsche B. Fil. Hbg. Bst: v. Pl. 36, ☎ III, 1251, Pickhuben 5, ✉ 14, Wohn: Catharinenstr. 31, ✉ 8. Siehe auch Geschäfts- und Berufszweige (III) unter: Säcke u. Matten bbox=[828, 1485, 1140, 1570]
directory-entry: — Frl. H., Elisenstr. 3, ✉ 24 bbox=[1160, 1374, 1337, 1389]
